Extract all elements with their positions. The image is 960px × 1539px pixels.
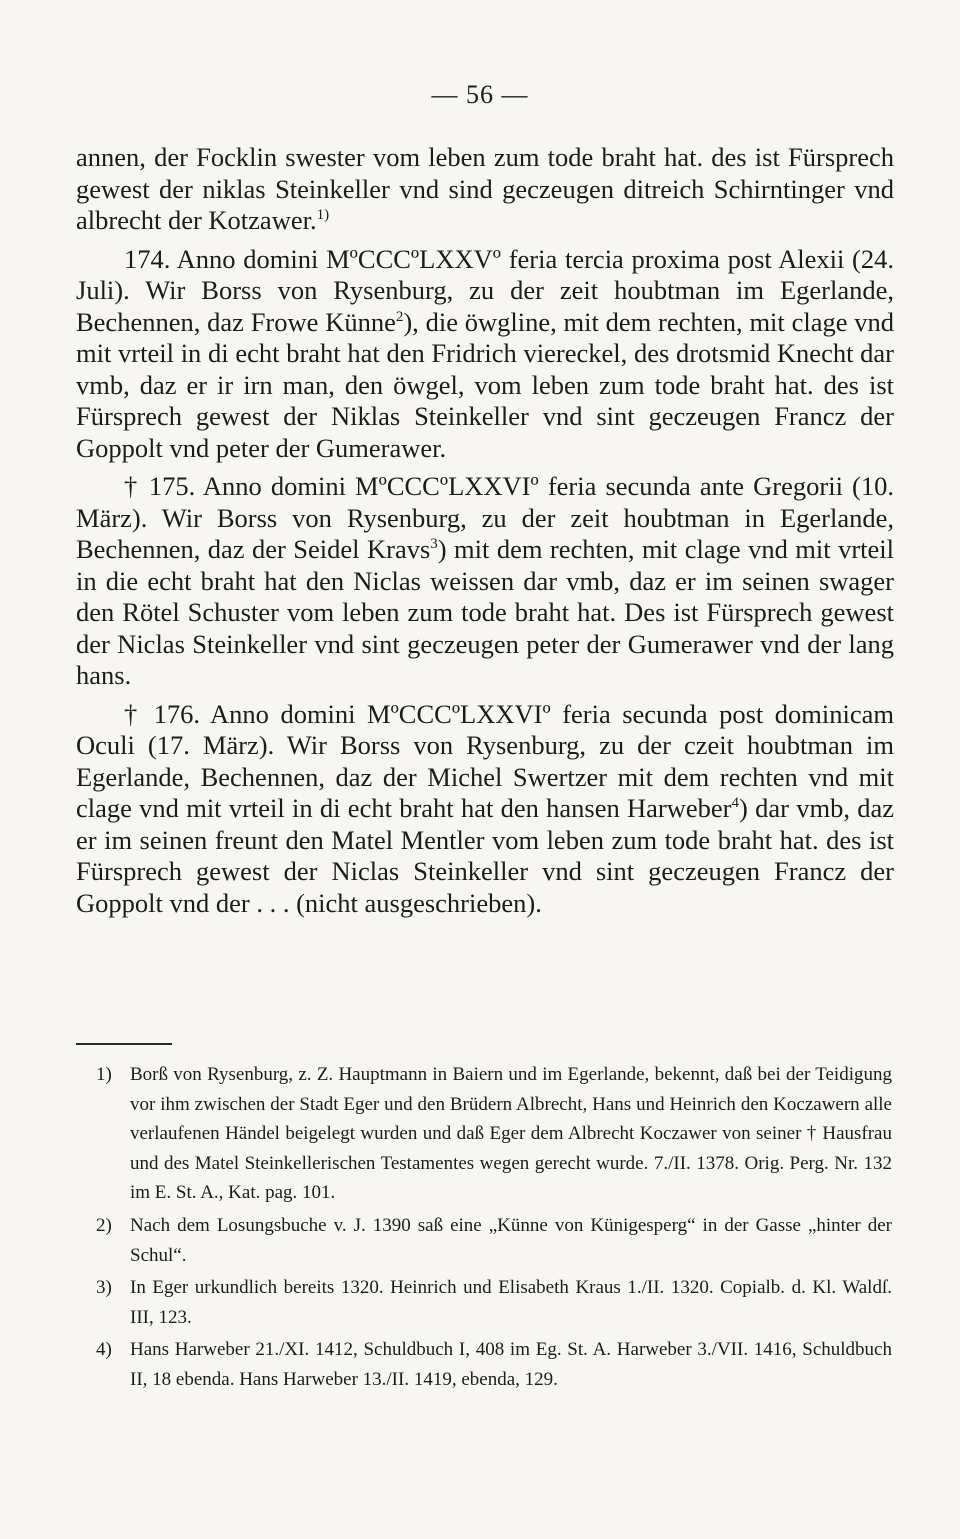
entry-174: [76, 244, 894, 465]
footnote-label: 1): [96, 1064, 112, 1085]
entry-176: [76, 699, 894, 920]
footnote-rule: [76, 1043, 172, 1045]
footnote: [96, 1273, 892, 1332]
paragraph-continuation: [76, 142, 894, 237]
footnotes: [96, 1060, 892, 1395]
entry-175: [76, 471, 894, 692]
page-number: — 56 —: [431, 80, 529, 109]
paragraph-text: ) dar vmb, daz er im seinen freunt den Matel Mentler vom leben zum tode braht hat. des ist Fürsprech gewest der Niclas Steinkeller vnd sint geczeugen Francz der Goppolt vnd der . . . (nicht ausgeschrieben).: [76, 793, 894, 918]
paragraph-text: † 176. Anno domini MºCCCºLXXVIº feria secunda post dominicam Oculi (17. März). Wir Borss von Rysenburg, zu der czeit houbtman im Egerlande, Bechennen, daz der Michel Swertzer mit dem rechten vnd mit clage vnd mit vrteil in di echt braht hat den hansen Harweber: [76, 698, 894, 823]
paragraph-text: annen, der Focklin swester vom leben zum tode braht hat. des ist Fürsprech gewest der niklas Steinkeller vnd sind geczeugen ditreich Schirntinger vnd albrecht der Kotzawer.: [76, 142, 894, 235]
paragraph-text: ), die öwgline, mit dem rechten, mit clage vnd mit vrteil in di echt braht hat den Fridrich viereckel, des drotsmid Knecht dar vmb, daz er ir irn man, den öwgel, vom leben zum tode braht hat. des ist Fürsprech gewest der Niklas Steinkeller vnd sint geczeugen Francz der Goppolt vnd peter der Gumerawer.: [76, 306, 894, 463]
paragraph-text: ) mit dem rechten, mit clage vnd mit vrteil in die echt braht hat den Niclas weissen dar vmb, daz er im seinen swager den Rötel Schuster vom leben zum tode braht hat. Des ist Fürsprech gewest der Niclas Steinkeller vnd sint geczeugen peter der Gumerawer vnd der lang hans.: [76, 534, 894, 690]
footnote: [96, 1335, 892, 1394]
footnote: [96, 1060, 892, 1208]
footnote-marker: 2: [395, 308, 404, 325]
footnote-label: 2): [96, 1214, 112, 1236]
paragraph-text: † 175. Anno domini MºCCCºLXXVIº feria secunda ante Gregorii (10. März). Wir Borss von Rysenburg, zu der zeit houbtman in Egerlande, Bechennen, daz der Seidel Kravs: [76, 471, 894, 564]
footnote-text: Borß von Rysenburg, z. Z. Hauptmann in Baiern und im Egerlande, bekennt, daß bei der Teidigung vor ihm zwischen der Stadt Eger und den Brüdern Albrecht, Hans und Heinrich den Koczawern alle verlaufenen Händel beigelegt wurden und daß Eger dem Albrecht Koczawer von seiner † Hausfrau und des Matel Steinkellerischen Testamentes wegen gerecht wurde. 7./II. 1378. Orig. Perg. Nr. 132 im E. St. A., Kat. pag. 101.: [130, 1064, 892, 1204]
main-text: [76, 142, 894, 919]
footnote-marker: 1): [316, 207, 330, 224]
footnote-marker: 3: [430, 536, 438, 553]
footnote-label: 4): [96, 1339, 112, 1361]
footnote: [96, 1211, 892, 1270]
footnote-marker: 4: [731, 795, 739, 812]
footnote-text: Hans Harweber 21./XI. 1412, Schuldbuch I, 408 im Eg. St. A. Harweber 3./VII. 1416, Schuldbuch II, 18 ebenda. Hans Harweber 13./II. 1419, ebenda, 129.: [130, 1339, 892, 1390]
footnote-text: Nach dem Losungsbuche v. J. 1390 saß eine „Künne von Künigesperg“ in der Gasse „hinter der Schul“.: [130, 1214, 892, 1266]
footnote-text: In Eger urkundlich bereits 1320. Heinrich und Elisabeth Kraus 1./II. 1320. Copialb. d. Kl. Waldſ. III, 123.: [130, 1277, 892, 1328]
footnote-label: 3): [96, 1277, 112, 1299]
paragraph-text: 174. Anno domini MºCCCºLXXVº feria tercia proxima post Alexii (24. Juli). Wir Borss von Rysenburg, zu der zeit houbtman im Egerlande, Bechennen, daz Frowe Künne: [76, 243, 894, 337]
